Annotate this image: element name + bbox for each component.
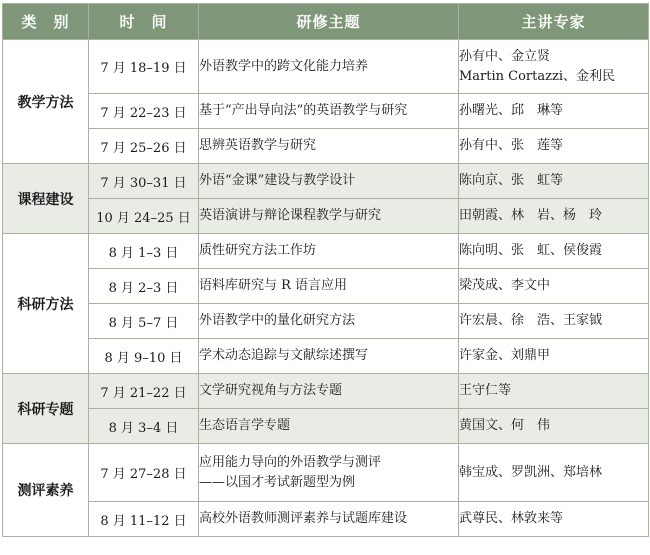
table-row <box>3 374 649 409</box>
expert-cell <box>459 269 649 304</box>
topic-line: 生态语言学专题 <box>199 418 291 433</box>
topic-cell <box>199 502 459 537</box>
expert-cell <box>459 502 649 537</box>
time-cell: 8 月 11–12 日 <box>89 502 199 537</box>
category-cell: 课程建设 <box>3 164 89 234</box>
time-cell: 7 月 21–22 日 <box>89 374 199 409</box>
time-cell: 8 月 1–3 日 <box>89 234 199 269</box>
time-cell: 7 月 25–26 日 <box>89 129 199 164</box>
expert-cell <box>459 409 649 444</box>
topic-line: 基于“产出导向法”的英语教学与研究 <box>199 103 408 118</box>
table-row <box>3 502 649 537</box>
topic-cell <box>199 234 459 269</box>
category-cell: 教学方法 <box>3 40 89 164</box>
topic-cell <box>199 444 459 502</box>
topic-cell <box>199 304 459 339</box>
topic-cell <box>199 339 459 374</box>
expert-line: 陈向京、张 虹等 <box>459 173 564 188</box>
category-cell: 科研专题 <box>3 374 89 444</box>
expert-cell <box>459 339 649 374</box>
time-cell: 8 月 3–4 日 <box>89 409 199 444</box>
table-row <box>3 269 649 304</box>
expert-line: 黄国文、何 伟 <box>459 418 551 433</box>
expert-line: 韩宝成、罗凯洲、郑培林 <box>459 464 603 480</box>
category-cell: 测评素养 <box>3 444 89 537</box>
expert-line: 陈向明、张 虹、侯俊霞 <box>459 243 603 258</box>
expert-line: 孙有中、金立贤 <box>459 48 551 64</box>
expert-cell <box>459 374 649 409</box>
time-cell: 8 月 9–10 日 <box>89 339 199 374</box>
expert-line: 武尊民、林敦来等 <box>459 511 564 526</box>
time-cell: 8 月 5–7 日 <box>89 304 199 339</box>
header-time: 时 间 <box>89 4 199 40</box>
topic-cell <box>199 164 459 199</box>
topic-cell <box>199 374 459 409</box>
expert-line: Martin Cortazzi、金利民 <box>459 68 615 84</box>
topic-line: ——以国才考试新题型为例 <box>199 474 356 490</box>
expert-cell <box>459 304 649 339</box>
table-row <box>3 234 649 269</box>
expert-cell <box>459 94 649 129</box>
expert-cell <box>459 129 649 164</box>
time-cell: 8 月 2–3 日 <box>89 269 199 304</box>
topic-line: 应用能力导向的外语教学与测评 <box>199 454 382 470</box>
topic-line: 语料库研究与 R 语言应用 <box>199 278 348 293</box>
table-row <box>3 164 649 199</box>
table-row <box>3 40 649 94</box>
schedule-table-container <box>2 3 648 537</box>
topic-cell <box>199 409 459 444</box>
expert-line: 许家金、刘鼎甲 <box>459 348 551 363</box>
topic-line: 思辨英语教学与研究 <box>199 138 317 153</box>
table-row <box>3 94 649 129</box>
topic-cell <box>199 269 459 304</box>
expert-line: 梁茂成、李文中 <box>459 278 551 293</box>
topic-line: 外语教学中的跨文化能力培养 <box>199 58 369 74</box>
expert-cell <box>459 164 649 199</box>
expert-cell <box>459 444 649 502</box>
header-topic: 研修主题 <box>199 4 459 40</box>
expert-cell <box>459 40 649 94</box>
topic-line: 质性研究方法工作坊 <box>199 243 317 258</box>
expert-cell <box>459 234 649 269</box>
time-cell: 7 月 30–31 日 <box>89 164 199 199</box>
expert-cell <box>459 199 649 234</box>
time-cell: 7 月 22–23 日 <box>89 94 199 129</box>
expert-line: 王守仁等 <box>459 383 512 398</box>
expert-line: 孙曙光、邱 琳等 <box>459 103 564 118</box>
header-category: 类 别 <box>3 4 89 40</box>
header-row <box>3 4 649 40</box>
topic-cell <box>199 94 459 129</box>
table-row <box>3 304 649 339</box>
header-expert: 主讲专家 <box>459 4 649 40</box>
topic-cell <box>199 199 459 234</box>
time-cell: 7 月 18–19 日 <box>89 40 199 94</box>
table-row <box>3 409 649 444</box>
topic-line: 外语教学中的量化研究方法 <box>199 313 356 328</box>
topic-line: 高校外语教师测评素养与试题库建设 <box>199 511 408 526</box>
expert-line: 孙有中、张 莲等 <box>459 138 564 153</box>
topic-cell <box>199 129 459 164</box>
topic-line: 文学研究视角与方法专题 <box>199 383 343 398</box>
topic-line: 学术动态追踪与文献综述撰写 <box>199 348 369 363</box>
expert-line: 许宏晨、徐 浩、王家钺 <box>459 313 603 328</box>
time-cell: 10 月 24–25 日 <box>89 199 199 234</box>
table-body <box>3 40 649 537</box>
category-cell: 科研方法 <box>3 234 89 374</box>
topic-cell <box>199 40 459 94</box>
schedule-table <box>2 3 649 537</box>
topic-line: 外语“金课”建设与教学设计 <box>199 173 356 188</box>
table-row <box>3 444 649 502</box>
table-row <box>3 199 649 234</box>
time-cell: 7 月 27–28 日 <box>89 444 199 502</box>
expert-line: 田朝霞、林 岩、杨 玲 <box>459 208 603 223</box>
topic-line: 英语演讲与辩论课程教学与研究 <box>199 208 382 223</box>
table-row <box>3 129 649 164</box>
table-row <box>3 339 649 374</box>
